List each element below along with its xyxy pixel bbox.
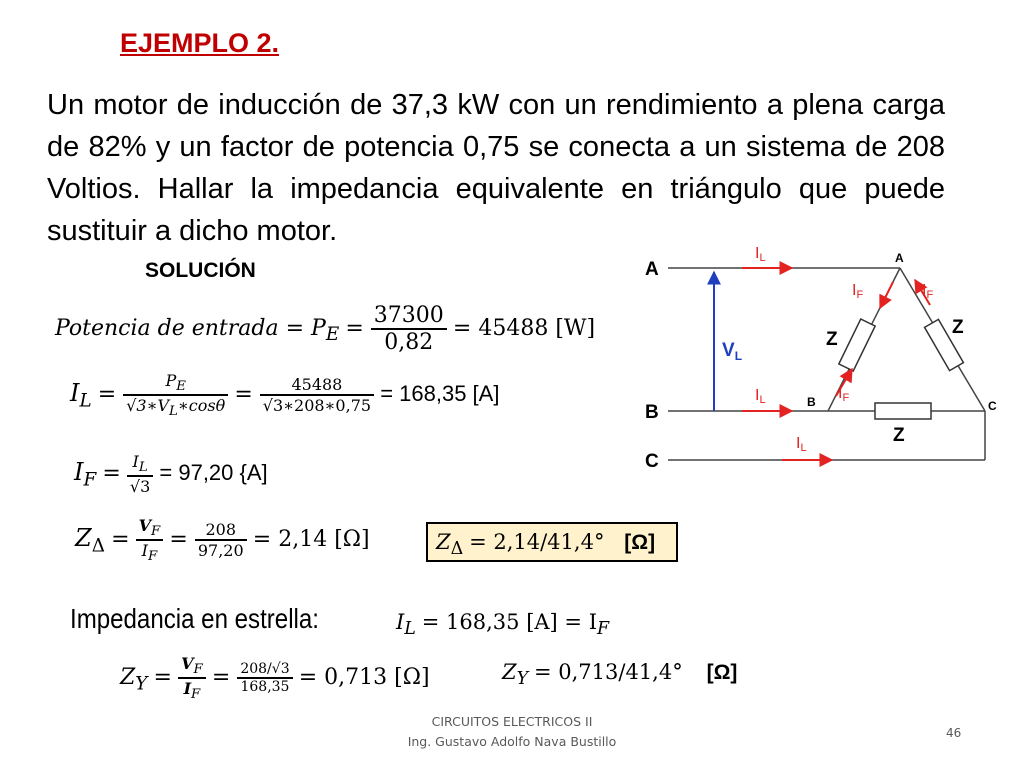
footer: [380, 712, 644, 752]
footer-course: CIRCUITOS ELECTRICOS II: [431, 714, 593, 729]
line-a-label: A: [645, 259, 659, 280]
fraction-line-current-symbolic: $\frac{P_E}{√3∗V_L∗\cos\theta}$: [123, 371, 228, 419]
node-b-label: B: [807, 395, 816, 409]
node-c-label: C: [988, 399, 997, 413]
impedance-ab: [839, 319, 875, 371]
equation-input-power: Potencia de entrada = $P_E$ = $\frac{37300}{0,82}$ = 45488 [W]: [55, 303, 596, 355]
page-number: 46: [946, 726, 962, 740]
line-c-label: C: [645, 451, 659, 472]
fraction-delta-symbolic: $\frac{V_F}{I_F}$: [136, 516, 164, 564]
impedance-label-ab: Z: [826, 329, 838, 350]
line-b-label: B: [645, 402, 659, 423]
phase-current-label-bc: IF: [838, 385, 850, 404]
equation-delta-impedance: $Z_\Delta$ = $\frac{V_F}{I_F}$ = $\frac{208}{97,20}$ = 2,14 [Ω]: [75, 516, 370, 565]
fraction-line-current-numeric: $\frac{45488}{√3∗208∗0,75}$: [260, 375, 374, 415]
footer-author: Ing. Gustavo Adolfo Nava Bustillo: [407, 734, 617, 749]
impedance-label-ac: Z: [952, 317, 964, 338]
phase-current-label-ab: IF: [852, 282, 864, 301]
star-impedance-heading: Impedancia en estrella:: [70, 603, 319, 634]
equation-star-impedance: $Z_Y$ = $\frac{V_F}{I_F}$ = $\frac{208/√3}{168,35}$ = 0,713 [Ω]: [120, 654, 430, 703]
fraction-star-numeric: $\frac{208/√3}{168,35}$: [237, 661, 292, 695]
equation-phase-current: $I_F$ = $\frac{I_L}{√3}$ = 97,20 {A]: [74, 452, 268, 497]
delta-circuit-diagram: [630, 240, 1000, 475]
star-impedance-result: $Z_Y = 0,713/41,4^\circ$ [Ω]: [502, 660, 738, 690]
line-current-label-c: IL: [796, 435, 807, 454]
voltage-label: $V_L$: [722, 340, 743, 363]
line-current-label-b: IL: [755, 387, 766, 406]
problem-statement: Un motor de inducción de 37,3 kW con un rendimiento a plena carga de 82% y un factor de potencia 0,75 se conecta a un sistema de 208 Voltios. Hallar la impedancia equivalente en triángulo que puede sustituir a dicho motor.: [47, 89, 945, 247]
slide-title: EJEMPLO 2.: [120, 28, 280, 58]
delta-impedance-result-box: $Z_\Delta = 2,14/41,4^\circ$ [Ω]: [426, 522, 678, 562]
fraction-phase-current: $\frac{I_L}{√3}$: [127, 452, 153, 496]
solution-label: SOLUCIÓN: [145, 259, 256, 282]
equation-star-current: $I_L = 168,35$ $[A] = I_F$: [396, 610, 610, 640]
impedance-label-bc: Z: [893, 425, 905, 446]
impedance-bc: [875, 403, 931, 419]
phase-current-label-ac: IF: [922, 282, 934, 301]
node-a-label: A: [895, 251, 904, 265]
line-current-label-a: IL: [755, 245, 766, 264]
fraction-power: $\frac{37300}{0,82}$: [371, 303, 447, 355]
equation-line-current: $I_L$ = $\frac{P_E}{√3∗V_L∗\cos\theta}$ = $\frac{45488}{√3∗208∗0,75}$ = 168,35 [A]: [70, 371, 500, 420]
fraction-star-symbolic: $\frac{V_F}{I_F}$: [178, 654, 206, 702]
phase-current-arrow-ab: [880, 282, 893, 308]
fraction-delta-numeric: $\frac{208}{97,20}$: [195, 520, 247, 560]
